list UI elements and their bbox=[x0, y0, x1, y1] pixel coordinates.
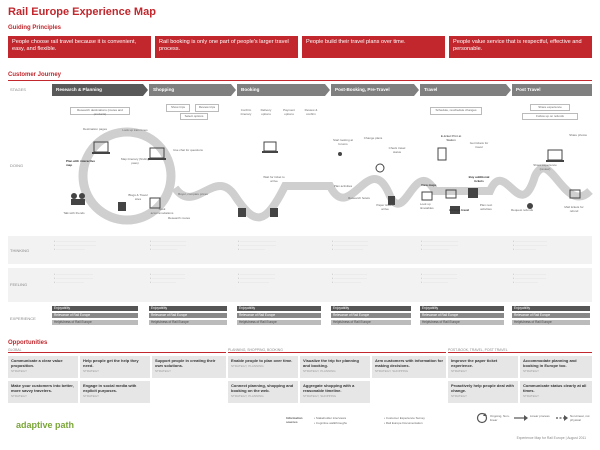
opportunity-card: Improve the paper ticket experience. STRATEGY bbox=[448, 356, 518, 378]
feeling-notes: • ····································· • ····································· • ···························· bbox=[54, 272, 93, 284]
opportunity-card: Help people get the help they need. STRATEGY bbox=[80, 356, 150, 378]
doing-label: Check travel status bbox=[388, 146, 406, 154]
opp-column-travel: POST-BOOK, TRAVEL, POST TRAVEL bbox=[448, 348, 592, 353]
doing-label: Review & confirm bbox=[304, 108, 318, 116]
feeling-notes: • ··································· • ··································· • ····························· bbox=[238, 272, 275, 284]
experience-bar: Relevance of Rail Europe bbox=[52, 313, 138, 318]
doing-label: Plan activities bbox=[333, 184, 353, 188]
doing-label: Confirm itinerary bbox=[240, 108, 252, 116]
stage-chevron bbox=[506, 84, 511, 96]
activity-box: Select options bbox=[180, 113, 208, 120]
opp-column-global: GLOBAL bbox=[8, 348, 226, 353]
envelope-icon bbox=[422, 192, 432, 200]
person-icon bbox=[338, 152, 342, 156]
stage-booking: Booking bbox=[237, 84, 325, 96]
doing-label: E-ticket Print at Station bbox=[440, 134, 462, 142]
stage-chevron bbox=[325, 84, 330, 96]
activity-box: Schedule, reschedule changes bbox=[430, 107, 482, 115]
experience-group bbox=[237, 306, 321, 325]
opportunity-card: Arm customers with information for making decisions. STRATEGY, SHOPPING bbox=[372, 356, 446, 378]
principle-4: People value service that is respectful, effective and personable. bbox=[449, 36, 592, 58]
experience-bar: Helpfulness of Rail Europe bbox=[331, 320, 411, 325]
stage-chevron bbox=[143, 84, 148, 96]
experience-group bbox=[420, 306, 504, 325]
book-icon bbox=[118, 202, 126, 211]
opp-column-planning: PLANNING, SHOPPING, BOOKING bbox=[228, 348, 446, 353]
stage-post-booking: Post-Booking, Pre-Travel bbox=[331, 84, 414, 96]
activity-box: Show trips bbox=[166, 104, 190, 112]
opportunity-card: Enable people to plan over time. STRATEGY, PLANNING bbox=[228, 356, 298, 378]
opportunities-heading: Opportunities bbox=[8, 340, 48, 346]
row-label-thinking: THINKING bbox=[10, 248, 30, 253]
cycle-arrow-icon bbox=[476, 412, 488, 424]
experience-bar: Helpfulness of Rail Europe bbox=[237, 320, 321, 325]
thinking-notes: • ········································ • ········································ • ····························· bbox=[54, 239, 96, 251]
stage-shopping: Shopping bbox=[149, 84, 231, 96]
train-icon bbox=[468, 188, 478, 198]
experience-bar: Enjoyability bbox=[420, 306, 504, 311]
doing-label: Look up train times bbox=[122, 128, 148, 132]
doing-label: Blogs & Travel sites bbox=[128, 193, 148, 201]
thinking-notes: • ···································· • ···································· • ························· bbox=[238, 239, 276, 251]
dashed-arrow-icon bbox=[556, 414, 568, 422]
info-source-item: • Rail Europe Documentation bbox=[384, 421, 423, 425]
legend-label: Linear process bbox=[530, 414, 550, 418]
stages-label: STAGES bbox=[10, 87, 26, 92]
opportunity-card: Engage in social media with explicit purposes. STRATEGY bbox=[80, 381, 150, 403]
info-source-item: • Customer Experience Survey bbox=[384, 416, 425, 420]
activity-box: Follow up on refunds bbox=[522, 113, 578, 120]
doing-label: View maps bbox=[421, 183, 437, 187]
doing-label: Arrange travel bbox=[448, 208, 470, 212]
experience-bar: Enjoyability bbox=[237, 306, 321, 311]
legend-label: Non-linear, not physical bbox=[570, 414, 590, 422]
people-icon bbox=[71, 193, 77, 199]
experience-group bbox=[149, 306, 227, 325]
experience-bar: Relevance of Rail Europe bbox=[420, 313, 504, 318]
row-label-feeling: FEELING bbox=[10, 282, 28, 287]
doing-label: Destination pages bbox=[82, 127, 108, 131]
thinking-notes: • ································ • ································ • ····················· bbox=[513, 239, 547, 251]
opportunity-card: Accommodate planning and booking in Europe too. STRATEGY bbox=[520, 356, 592, 378]
laptop-icon bbox=[92, 152, 110, 154]
opportunity-card: Connect planning, shopping and booking on the web. STRATEGY, PLANNING bbox=[228, 381, 298, 403]
feeling-notes: • ································· • ································· • ························ bbox=[150, 272, 185, 284]
feeling-notes: • ······························· • ······························· • ······················· bbox=[513, 272, 546, 284]
feeling-notes: • ································· • ································· • ··························· bbox=[332, 272, 367, 284]
thinking-notes: • ·································· • ·································· • ························· bbox=[150, 239, 186, 251]
legend-label: Ongoing, Non-linear bbox=[490, 414, 510, 422]
doing-label: Plan with interactive map bbox=[66, 159, 96, 167]
doing-label: Map itinerary (finding pass) bbox=[120, 157, 149, 165]
adaptive-path-logo: adaptive path bbox=[16, 420, 75, 430]
customer-journey-heading: Customer Journey bbox=[8, 72, 62, 78]
experience-bar: Helpfulness of Rail Europe bbox=[149, 320, 227, 325]
opportunity-card: Proactively help people deal with change. STRATEGY bbox=[448, 381, 518, 403]
experience-bar: Helpfulness of Rail Europe bbox=[512, 320, 590, 325]
laptop-icon bbox=[264, 142, 276, 151]
experience-bar: Enjoyability bbox=[52, 306, 138, 311]
stage-travel: Travel bbox=[420, 84, 506, 96]
stage-chevron bbox=[231, 84, 236, 96]
ticket-icon bbox=[238, 208, 246, 217]
doing-label: Buy additional tickets bbox=[468, 175, 490, 183]
experience-bar: Relevance of Rail Europe bbox=[512, 313, 590, 318]
doing-label: Delivery options bbox=[260, 108, 272, 116]
doing-label: Share photos bbox=[569, 133, 587, 137]
thinking-notes: • ·································· • ·································· • ····························· bbox=[332, 239, 368, 251]
ticket-icon bbox=[270, 208, 278, 217]
page-title: Rail Europe Experience Map bbox=[8, 6, 156, 18]
experience-bar: Relevance of Rail Europe bbox=[237, 313, 321, 318]
arrow-right-icon bbox=[514, 414, 528, 422]
info-source-item: • Stakeholder interviews bbox=[314, 416, 347, 420]
kiosk-icon bbox=[438, 148, 446, 160]
experience-group bbox=[331, 306, 411, 325]
principle-3: People build their travel plans over time. bbox=[302, 36, 445, 58]
doing-label: Get tickets for travel bbox=[469, 141, 489, 149]
stage-chevron bbox=[414, 84, 419, 96]
experience-bar: Helpfulness of Rail Europe bbox=[52, 320, 138, 325]
info-sources-label: Information sources bbox=[286, 416, 303, 424]
doing-label: Wait for ticket to arrive bbox=[263, 175, 285, 183]
experience-bar: Relevance of Rail Europe bbox=[149, 313, 227, 318]
activity-box: Research destinations (routes and products) bbox=[70, 107, 130, 115]
opportunity-card: Aggregate shopping with a reasonable timeline. STRATEGY, SHOPPING bbox=[300, 381, 370, 403]
opportunity-card: Make your customers into better, more savvy travelers. STRATEGY bbox=[8, 381, 78, 403]
experience-bar: Helpfulness of Rail Europe bbox=[420, 320, 504, 325]
stage-research-planning: Research & Planning bbox=[52, 84, 143, 96]
opportunity-card: Support people in creating their own solutions. STRATEGY bbox=[152, 356, 226, 378]
info-source-item: • Cognitive walkthroughs bbox=[314, 421, 347, 425]
doing-label: Research hotels bbox=[348, 196, 370, 200]
doing-label: Buyer, compare prices bbox=[178, 192, 208, 196]
doing-label: Change plans bbox=[363, 136, 383, 140]
activity-box: Share experience bbox=[530, 104, 570, 111]
row-label-doing: DOING bbox=[10, 163, 24, 168]
opportunity-card: Communicate status clearly at all times. STRATEGY bbox=[520, 381, 592, 403]
experience-bar: Enjoyability bbox=[512, 306, 590, 311]
principle-1: People choose rail travel because it is convenient, easy, and flexible. bbox=[8, 36, 151, 58]
experience-bar: Relevance of Rail Europe bbox=[331, 313, 411, 318]
doing-label: Payment options bbox=[283, 108, 295, 116]
doing-label: Look up timetables bbox=[420, 202, 434, 210]
doing-label: Use chat for questions bbox=[173, 148, 203, 152]
stage-post-travel: Post Travel bbox=[512, 84, 592, 96]
doing-label: Talk with friends bbox=[63, 211, 85, 215]
experience-bar: Enjoyability bbox=[331, 306, 411, 311]
doing-label: Book accommodations bbox=[150, 207, 174, 215]
opportunity-card: Visualize the trip for planning and booking. STRATEGY, PLANNING bbox=[300, 356, 370, 378]
doing-label: Start looking at forums bbox=[332, 138, 353, 146]
feeling-notes: • ·································· • ·································· • ························· bbox=[421, 272, 457, 284]
activity-box: Review trips bbox=[195, 104, 219, 112]
opportunity-card: Communicate a clear value proposition. STRATEGY bbox=[8, 356, 78, 378]
experience-group bbox=[52, 306, 138, 325]
journey-divider bbox=[8, 80, 592, 81]
doing-label: Plan next activities bbox=[479, 203, 493, 211]
doing-label: Request refunds bbox=[510, 208, 533, 212]
guiding-principles-heading: Guiding Principles bbox=[8, 25, 62, 31]
experience-bar: Enjoyability bbox=[149, 306, 227, 311]
doing-label: Mail tickets for refund bbox=[564, 205, 584, 213]
doing-label: Paper tickets arrive bbox=[376, 203, 394, 211]
experience-group bbox=[512, 306, 590, 325]
doing-label: Share experience (review) bbox=[533, 163, 557, 171]
footer-caption: Experience Map for Rail Europe | August 2011 bbox=[516, 436, 586, 440]
thinking-notes: • ··································· • ··································· • ·························· bbox=[421, 239, 458, 251]
row-label-experience: EXPERIENCE bbox=[10, 316, 36, 321]
doing-label: Research routes bbox=[167, 216, 190, 220]
globe-icon bbox=[376, 164, 384, 172]
principle-2: Rail booking is only one part of people's larger travel process. bbox=[155, 36, 298, 58]
laptop-icon bbox=[548, 150, 562, 160]
